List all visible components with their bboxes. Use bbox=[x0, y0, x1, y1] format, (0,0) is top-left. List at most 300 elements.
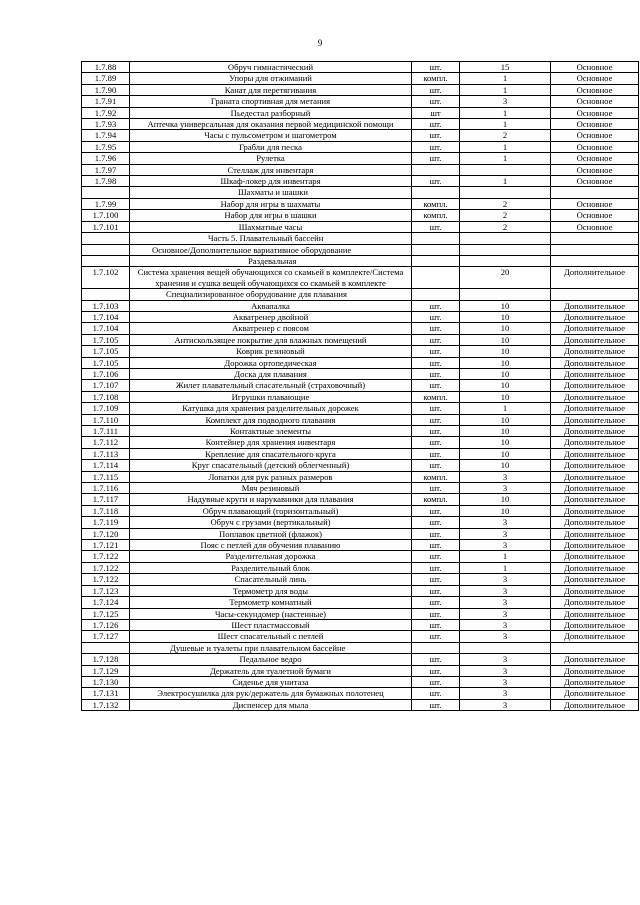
item-unit bbox=[412, 164, 460, 175]
section-unit-cell bbox=[412, 642, 460, 653]
item-name: Акватренер с поясом bbox=[130, 323, 412, 334]
item-type: Дополнительное bbox=[551, 311, 639, 322]
item-quantity: 20 bbox=[460, 267, 551, 289]
item-unit: шт. bbox=[412, 619, 460, 630]
item-code: 1.7.91 bbox=[82, 96, 130, 107]
item-type: Дополнительное bbox=[551, 414, 639, 425]
item-code: 1.7.95 bbox=[82, 141, 130, 152]
item-quantity: 3 bbox=[460, 528, 551, 539]
item-name: Шест спасательный с петлей bbox=[130, 631, 412, 642]
item-name: Обруч гимнастический bbox=[130, 62, 412, 73]
item-unit: компл. bbox=[412, 198, 460, 209]
item-name: Лопатки для рук разных размеров bbox=[130, 471, 412, 482]
item-type: Дополнительное bbox=[551, 323, 639, 334]
item-type: Дополнительное bbox=[551, 368, 639, 379]
section-qty-cell bbox=[460, 244, 551, 255]
item-type: Основное bbox=[551, 221, 639, 232]
table-row bbox=[82, 334, 639, 345]
item-name: Аптечка универсальная для оказания первой медицинской помощи bbox=[130, 119, 412, 130]
item-code: 1.7.110 bbox=[82, 414, 130, 425]
table-row bbox=[82, 368, 639, 379]
table-row bbox=[82, 323, 639, 334]
item-name: Термометр комнатный bbox=[130, 597, 412, 608]
item-quantity: 3 bbox=[460, 688, 551, 699]
item-name: Стеллаж для инвентаря bbox=[130, 164, 412, 175]
table-row bbox=[82, 119, 639, 130]
item-quantity: 2 bbox=[460, 221, 551, 232]
table-row bbox=[82, 665, 639, 676]
item-unit: шт. bbox=[412, 585, 460, 596]
item-name: Канат для перетягивания bbox=[130, 84, 412, 95]
item-code: 1.7.88 bbox=[82, 62, 130, 73]
table-row bbox=[82, 267, 639, 289]
item-code: 1.7.115 bbox=[82, 471, 130, 482]
item-code: 1.7.131 bbox=[82, 688, 130, 699]
item-name: Шахматные часы bbox=[130, 221, 412, 232]
item-quantity: 3 bbox=[460, 676, 551, 687]
section-unit-cell bbox=[412, 233, 460, 244]
table-row bbox=[82, 551, 639, 562]
item-name: Мяч резиновый bbox=[130, 483, 412, 494]
section-code-cell bbox=[82, 233, 130, 244]
item-code: 1.7.120 bbox=[82, 528, 130, 539]
item-name: Круг спасательный (детский облегченный) bbox=[130, 460, 412, 471]
table-row bbox=[82, 391, 639, 402]
item-name: Дорожка ортопедическая bbox=[130, 357, 412, 368]
table-row bbox=[82, 176, 639, 187]
section-type-cell bbox=[551, 244, 639, 255]
item-name: Набор для игры в шашки bbox=[130, 210, 412, 221]
item-type: Основное bbox=[551, 198, 639, 209]
item-code: 1.7.111 bbox=[82, 426, 130, 437]
section-code-cell bbox=[82, 244, 130, 255]
item-code: 1.7.121 bbox=[82, 540, 130, 551]
table-row bbox=[82, 597, 639, 608]
item-code: 1.7.105 bbox=[82, 357, 130, 368]
item-unit: шт. bbox=[412, 699, 460, 710]
item-name: Шест пластмассовый bbox=[130, 619, 412, 630]
section-type-cell bbox=[551, 289, 639, 300]
item-name: Аквапалка bbox=[130, 300, 412, 311]
item-quantity: 3 bbox=[460, 517, 551, 528]
item-type: Дополнительное bbox=[551, 540, 639, 551]
section-row bbox=[82, 187, 639, 198]
equipment-table-body bbox=[82, 62, 639, 711]
item-name: Держатель для туалетной бумаги bbox=[130, 665, 412, 676]
item-code: 1.7.129 bbox=[82, 665, 130, 676]
item-type: Дополнительное bbox=[551, 517, 639, 528]
item-type: Основное bbox=[551, 130, 639, 141]
item-unit bbox=[412, 267, 460, 289]
item-unit: шт. bbox=[412, 323, 460, 334]
item-name: Контейнер для хранения инвентаря bbox=[130, 437, 412, 448]
item-name: Коврик резиновый bbox=[130, 346, 412, 357]
item-quantity bbox=[460, 164, 551, 175]
item-quantity: 3 bbox=[460, 574, 551, 585]
item-quantity: 3 bbox=[460, 665, 551, 676]
item-code: 1.7.89 bbox=[82, 73, 130, 84]
section-title: Душевые и туалеты при плавательном бассейне bbox=[130, 642, 412, 653]
item-name: Антискользящее покрытие для влажных помещений bbox=[130, 334, 412, 345]
item-type: Основное bbox=[551, 153, 639, 164]
item-code: 1.7.128 bbox=[82, 654, 130, 665]
item-unit: шт. bbox=[412, 221, 460, 232]
item-unit: шт. bbox=[412, 130, 460, 141]
item-code: 1.7.94 bbox=[82, 130, 130, 141]
item-unit: шт. bbox=[412, 574, 460, 585]
section-type-cell bbox=[551, 255, 639, 266]
item-name: Граната спортивная для метания bbox=[130, 96, 412, 107]
section-qty-cell bbox=[460, 255, 551, 266]
table-row bbox=[82, 688, 639, 699]
section-qty-cell bbox=[460, 289, 551, 300]
item-name: Диспенсер для мыла bbox=[130, 699, 412, 710]
section-type-cell bbox=[551, 187, 639, 198]
item-quantity: 1 bbox=[460, 551, 551, 562]
section-title: Основное/Дополнительное вариативное оборудование bbox=[130, 244, 412, 255]
item-unit: шт. bbox=[412, 84, 460, 95]
item-code: 1.7.104 bbox=[82, 323, 130, 334]
table-row bbox=[82, 153, 639, 164]
table-row bbox=[82, 346, 639, 357]
item-type: Дополнительное bbox=[551, 494, 639, 505]
item-type: Дополнительное bbox=[551, 334, 639, 345]
item-type: Дополнительное bbox=[551, 426, 639, 437]
item-code: 1.7.96 bbox=[82, 153, 130, 164]
item-name: Обруч с грузами (вертикальный) bbox=[130, 517, 412, 528]
item-unit: шт. bbox=[412, 448, 460, 459]
item-type: Основное bbox=[551, 96, 639, 107]
section-code-cell bbox=[82, 255, 130, 266]
item-unit: шт. bbox=[412, 597, 460, 608]
item-quantity: 3 bbox=[460, 597, 551, 608]
table-row bbox=[82, 107, 639, 118]
item-unit: шт. bbox=[412, 688, 460, 699]
item-name: Катушка для хранения разделительных дорожек bbox=[130, 403, 412, 414]
item-quantity: 1 bbox=[460, 176, 551, 187]
section-unit-cell bbox=[412, 255, 460, 266]
item-quantity: 3 bbox=[460, 96, 551, 107]
table-row bbox=[82, 631, 639, 642]
item-quantity: 2 bbox=[460, 210, 551, 221]
table-row bbox=[82, 585, 639, 596]
item-name: Спасательный линь bbox=[130, 574, 412, 585]
item-quantity: 1 bbox=[460, 84, 551, 95]
item-unit: шт. bbox=[412, 96, 460, 107]
item-type: Дополнительное bbox=[551, 300, 639, 311]
item-quantity: 3 bbox=[460, 608, 551, 619]
item-name: Поплавок цветной (флажок) bbox=[130, 528, 412, 539]
item-type: Основное bbox=[551, 210, 639, 221]
item-type: Дополнительное bbox=[551, 619, 639, 630]
table-row bbox=[82, 357, 639, 368]
table-row bbox=[82, 448, 639, 459]
item-quantity: 3 bbox=[460, 540, 551, 551]
item-code: 1.7.109 bbox=[82, 403, 130, 414]
item-type: Основное bbox=[551, 141, 639, 152]
item-name: Система хранения вещей обучающихся со скамьей в комплекте/Система хранения и сушка вещей обучающихся со скамьей в комплекте bbox=[130, 267, 412, 289]
item-name: Пояс с петлей для обучения плаванию bbox=[130, 540, 412, 551]
item-unit: компл. bbox=[412, 73, 460, 84]
table-row bbox=[82, 540, 639, 551]
item-type: Основное bbox=[551, 107, 639, 118]
item-type: Дополнительное bbox=[551, 528, 639, 539]
item-code: 1.7.98 bbox=[82, 176, 130, 187]
item-name: Разделительный блок bbox=[130, 562, 412, 573]
item-type: Основное bbox=[551, 73, 639, 84]
item-name: Часы с пульсометром и шагометром bbox=[130, 130, 412, 141]
table-row bbox=[82, 164, 639, 175]
item-quantity: 1 bbox=[460, 403, 551, 414]
page-number: 9 bbox=[317, 38, 323, 48]
item-code: 1.7.112 bbox=[82, 437, 130, 448]
item-name: Рулетка bbox=[130, 153, 412, 164]
section-qty-cell bbox=[460, 233, 551, 244]
item-unit: компл. bbox=[412, 210, 460, 221]
item-name: Грабли для песка bbox=[130, 141, 412, 152]
item-quantity: 10 bbox=[460, 448, 551, 459]
item-code: 1.7.102 bbox=[82, 267, 130, 289]
table-row bbox=[82, 414, 639, 425]
item-quantity: 2 bbox=[460, 198, 551, 209]
item-unit: шт. bbox=[412, 631, 460, 642]
item-unit: шт. bbox=[412, 426, 460, 437]
item-name: Шкаф-локер для инвентаря bbox=[130, 176, 412, 187]
section-code-cell bbox=[82, 187, 130, 198]
item-name: Пьедестал разборный bbox=[130, 107, 412, 118]
item-unit: шт. bbox=[412, 654, 460, 665]
item-code: 1.7.101 bbox=[82, 221, 130, 232]
item-code: 1.7.132 bbox=[82, 699, 130, 710]
item-code: 1.7.124 bbox=[82, 597, 130, 608]
item-code: 1.7.107 bbox=[82, 380, 130, 391]
item-unit: шт. bbox=[412, 414, 460, 425]
item-unit: шт. bbox=[412, 403, 460, 414]
item-unit: компл. bbox=[412, 391, 460, 402]
item-unit: шт. bbox=[412, 119, 460, 130]
item-quantity: 10 bbox=[460, 300, 551, 311]
table-row bbox=[82, 494, 639, 505]
item-code: 1.7.106 bbox=[82, 368, 130, 379]
item-name: Надувные круги и нарукавники для плавания bbox=[130, 494, 412, 505]
table-row bbox=[82, 426, 639, 437]
item-unit: шт. bbox=[412, 437, 460, 448]
item-code: 1.7.103 bbox=[82, 300, 130, 311]
item-unit: шт. bbox=[412, 346, 460, 357]
item-quantity: 10 bbox=[460, 494, 551, 505]
item-quantity: 10 bbox=[460, 437, 551, 448]
item-quantity: 10 bbox=[460, 426, 551, 437]
table-row bbox=[82, 311, 639, 322]
item-name: Акватренер двойной bbox=[130, 311, 412, 322]
section-unit-cell bbox=[412, 289, 460, 300]
item-code: 1.7.122 bbox=[82, 551, 130, 562]
item-code: 1.7.108 bbox=[82, 391, 130, 402]
section-title: Часть 5. Плавательный бассейн bbox=[130, 233, 412, 244]
item-code: 1.7.90 bbox=[82, 84, 130, 95]
item-unit: шт. bbox=[412, 562, 460, 573]
table-row bbox=[82, 517, 639, 528]
item-unit: шт. bbox=[412, 368, 460, 379]
item-type: Дополнительное bbox=[551, 505, 639, 516]
table-row bbox=[82, 380, 639, 391]
item-code: 1.7.105 bbox=[82, 346, 130, 357]
table-row bbox=[82, 676, 639, 687]
item-type: Дополнительное bbox=[551, 483, 639, 494]
item-type: Дополнительное bbox=[551, 460, 639, 471]
item-unit: шт. bbox=[412, 517, 460, 528]
item-name: Жилет плавательный спасательный (страховочный) bbox=[130, 380, 412, 391]
item-quantity: 3 bbox=[460, 585, 551, 596]
item-quantity: 1 bbox=[460, 141, 551, 152]
item-unit: шт. bbox=[412, 300, 460, 311]
item-quantity: 3 bbox=[460, 619, 551, 630]
item-type: Основное bbox=[551, 164, 639, 175]
table-row bbox=[82, 210, 639, 221]
item-type: Дополнительное bbox=[551, 574, 639, 585]
item-unit: компл. bbox=[412, 471, 460, 482]
item-code: 1.7.130 bbox=[82, 676, 130, 687]
item-code: 1.7.127 bbox=[82, 631, 130, 642]
section-title: Раздевальная bbox=[130, 255, 412, 266]
item-type: Дополнительное bbox=[551, 676, 639, 687]
item-code: 1.7.116 bbox=[82, 483, 130, 494]
item-code: 1.7.122 bbox=[82, 562, 130, 573]
item-type: Дополнительное bbox=[551, 403, 639, 414]
table-row bbox=[82, 198, 639, 209]
item-type: Основное bbox=[551, 62, 639, 73]
table-row bbox=[82, 471, 639, 482]
section-row bbox=[82, 244, 639, 255]
item-unit: шт. bbox=[412, 380, 460, 391]
item-code: 1.7.123 bbox=[82, 585, 130, 596]
item-unit: шт bbox=[412, 107, 460, 118]
item-quantity: 10 bbox=[460, 311, 551, 322]
item-quantity: 2 bbox=[460, 130, 551, 141]
table-row bbox=[82, 300, 639, 311]
section-type-cell bbox=[551, 642, 639, 653]
item-quantity: 1 bbox=[460, 153, 551, 164]
item-unit: шт. bbox=[412, 460, 460, 471]
section-title: Специализированное оборудование для плавания bbox=[130, 289, 412, 300]
item-unit: шт. bbox=[412, 665, 460, 676]
item-code: 1.7.97 bbox=[82, 164, 130, 175]
item-type: Дополнительное bbox=[551, 471, 639, 482]
table-row bbox=[82, 84, 639, 95]
table-row bbox=[82, 608, 639, 619]
section-unit-cell bbox=[412, 244, 460, 255]
item-type: Дополнительное bbox=[551, 699, 639, 710]
item-unit: шт. bbox=[412, 176, 460, 187]
item-code: 1.7.126 bbox=[82, 619, 130, 630]
section-row bbox=[82, 255, 639, 266]
table-row bbox=[82, 403, 639, 414]
section-row bbox=[82, 233, 639, 244]
item-code: 1.7.100 bbox=[82, 210, 130, 221]
item-quantity: 3 bbox=[460, 654, 551, 665]
table-row bbox=[82, 437, 639, 448]
item-type: Дополнительное bbox=[551, 448, 639, 459]
item-quantity: 1 bbox=[460, 562, 551, 573]
section-qty-cell bbox=[460, 642, 551, 653]
section-code-cell bbox=[82, 289, 130, 300]
item-quantity: 3 bbox=[460, 483, 551, 494]
item-quantity: 10 bbox=[460, 357, 551, 368]
item-unit: шт. bbox=[412, 62, 460, 73]
item-code: 1.7.92 bbox=[82, 107, 130, 118]
item-quantity: 10 bbox=[460, 346, 551, 357]
item-unit: шт. bbox=[412, 505, 460, 516]
section-type-cell bbox=[551, 233, 639, 244]
item-quantity: 3 bbox=[460, 631, 551, 642]
item-name: Крепление для спасательного круга bbox=[130, 448, 412, 459]
table-row bbox=[82, 574, 639, 585]
item-quantity: 1 bbox=[460, 119, 551, 130]
item-quantity: 10 bbox=[460, 505, 551, 516]
item-code: 1.7.113 bbox=[82, 448, 130, 459]
item-name: Электросушилка для рук/держатель для бумажных полотенец bbox=[130, 688, 412, 699]
item-unit: шт. bbox=[412, 676, 460, 687]
item-quantity: 10 bbox=[460, 414, 551, 425]
table-row bbox=[82, 460, 639, 471]
item-type: Дополнительное bbox=[551, 631, 639, 642]
item-name: Упоры для отжиманий bbox=[130, 73, 412, 84]
table-row bbox=[82, 505, 639, 516]
item-type: Дополнительное bbox=[551, 551, 639, 562]
item-unit: шт. bbox=[412, 311, 460, 322]
item-quantity: 1 bbox=[460, 73, 551, 84]
table-row bbox=[82, 141, 639, 152]
item-name: Набор для игры в шахматы bbox=[130, 198, 412, 209]
table-row bbox=[82, 62, 639, 73]
item-unit: шт. bbox=[412, 528, 460, 539]
item-unit: шт. bbox=[412, 483, 460, 494]
item-quantity: 10 bbox=[460, 380, 551, 391]
item-unit: шт. bbox=[412, 153, 460, 164]
item-quantity: 1 bbox=[460, 107, 551, 118]
item-name: Игрушки плавающие bbox=[130, 391, 412, 402]
table-row bbox=[82, 699, 639, 710]
item-name: Комплект для подводного плавания bbox=[130, 414, 412, 425]
item-type: Дополнительное bbox=[551, 665, 639, 676]
section-row bbox=[82, 642, 639, 653]
item-name: Обруч плавающий (горизонтальный) bbox=[130, 505, 412, 516]
item-type: Дополнительное bbox=[551, 562, 639, 573]
item-name: Часы-секундомер (настенные) bbox=[130, 608, 412, 619]
item-name: Разделительная дорожка bbox=[130, 551, 412, 562]
item-quantity: 3 bbox=[460, 699, 551, 710]
item-quantity: 10 bbox=[460, 334, 551, 345]
item-type: Основное bbox=[551, 84, 639, 95]
table-row bbox=[82, 619, 639, 630]
item-quantity: 3 bbox=[460, 471, 551, 482]
item-type: Дополнительное bbox=[551, 437, 639, 448]
item-unit: шт. bbox=[412, 141, 460, 152]
table-row bbox=[82, 528, 639, 539]
table-row bbox=[82, 483, 639, 494]
item-code: 1.7.125 bbox=[82, 608, 130, 619]
table-row bbox=[82, 654, 639, 665]
item-quantity: 15 bbox=[460, 62, 551, 73]
item-name: Контактные элементы bbox=[130, 426, 412, 437]
section-qty-cell bbox=[460, 187, 551, 198]
item-code: 1.7.119 bbox=[82, 517, 130, 528]
item-type: Основное bbox=[551, 176, 639, 187]
item-type: Дополнительное bbox=[551, 688, 639, 699]
item-unit: шт. bbox=[412, 357, 460, 368]
item-code: 1.7.104 bbox=[82, 311, 130, 322]
table-row bbox=[82, 130, 639, 141]
